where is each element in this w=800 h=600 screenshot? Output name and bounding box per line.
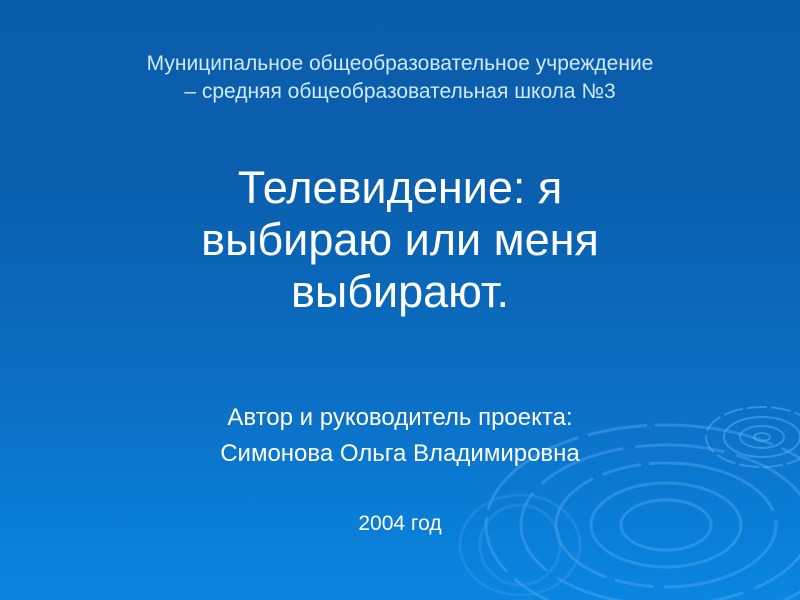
author-block bbox=[0, 400, 800, 472]
title-line: выбирают. bbox=[290, 266, 510, 317]
year: 2004 год bbox=[358, 512, 442, 535]
organization-line: – средняя общеобразовательная школа №3 bbox=[184, 80, 616, 103]
author-label: Автор и руководитель проекта: bbox=[227, 404, 573, 431]
author-name: Симонова Ольга Владимировна bbox=[220, 440, 580, 467]
title-line: Телевидение: я bbox=[237, 162, 563, 213]
slide-title bbox=[0, 162, 800, 318]
organization-name bbox=[0, 50, 800, 106]
organization-line: Муниципальное общеобразовательное учреждение bbox=[146, 52, 654, 75]
title-line: выбираю или меня bbox=[201, 214, 599, 265]
